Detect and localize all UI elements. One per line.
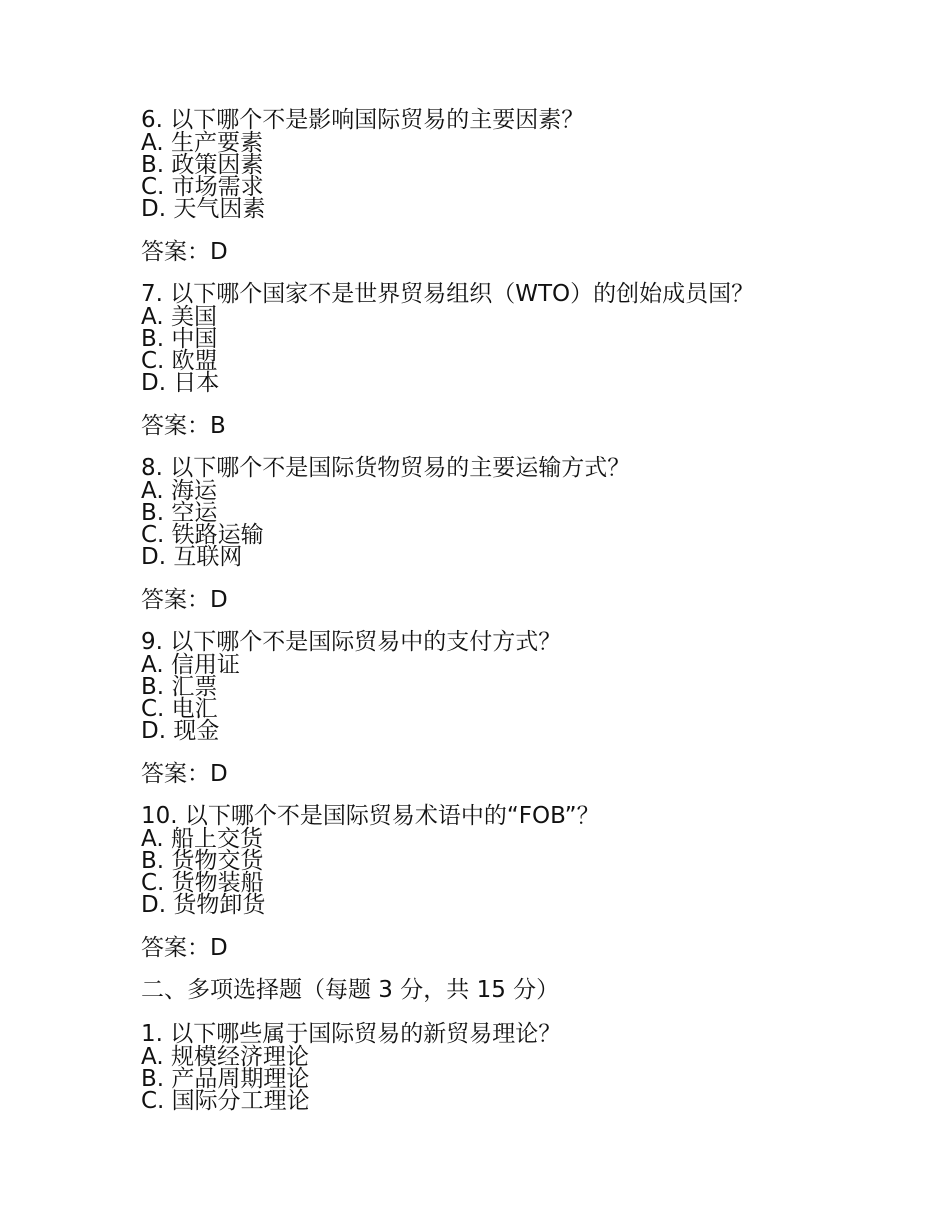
option-b: B. 空运 [141,500,218,526]
option-c: C. 铁路运输 [141,522,264,548]
question-text: 6. 以下哪个不是影响国际贸易的主要因素？ [141,107,585,133]
option-c: C. 国际分工理论 [141,1088,310,1114]
question-block [141,108,921,264]
option-a: A. 生产要素 [141,130,263,156]
question-block [141,456,921,612]
option-c: C. 货物装船 [141,870,264,896]
question-text: 1. 以下哪些属于国际贸易的新贸易理论？ [141,1021,562,1047]
question-block [141,804,921,960]
question-text: 10. 以下哪个不是国际贸易术语中的“FOB”？ [141,803,600,829]
question-block [141,630,921,786]
option-d: D. 互联网 [141,544,243,570]
option-b: B. 产品周期理论 [141,1066,310,1092]
option-c: C. 电汇 [141,696,218,722]
option-a: A. 信用证 [141,652,240,678]
question-text: 9. 以下哪个不是国际贸易中的支付方式？ [141,629,562,655]
question-text: 7. 以下哪个国家不是世界贸易组织（WTO）的创始成员国？ [141,281,755,307]
option-a: A. 船上交货 [141,826,263,852]
option-d: D. 货物卸货 [141,892,266,918]
question-block [141,282,921,438]
answer-text: 答案：D [141,239,228,265]
option-a: A. 海运 [141,478,217,504]
section-title: 二、多项选择题（每题 3 分，共 15 分） [141,977,560,1003]
option-b: B. 政策因素 [141,152,264,178]
answer-text: 答案：D [141,761,228,787]
option-d: D. 天气因素 [141,196,266,222]
answer-text: 答案：D [141,587,228,613]
option-b: B. 货物交货 [141,848,264,874]
question-block [141,1022,921,1112]
answer-text: 答案：B [141,413,226,439]
option-b: B. 中国 [141,326,218,352]
option-c: C. 欧盟 [141,348,218,374]
option-d: D. 日本 [141,370,220,396]
option-a: A. 规模经济理论 [141,1044,309,1070]
option-a: A. 美国 [141,304,217,330]
question-text: 8. 以下哪个不是国际货物贸易的主要运输方式？ [141,455,631,481]
answer-text: 答案：D [141,935,228,961]
option-d: D. 现金 [141,718,220,744]
option-c: C. 市场需求 [141,174,264,200]
option-b: B. 汇票 [141,674,218,700]
